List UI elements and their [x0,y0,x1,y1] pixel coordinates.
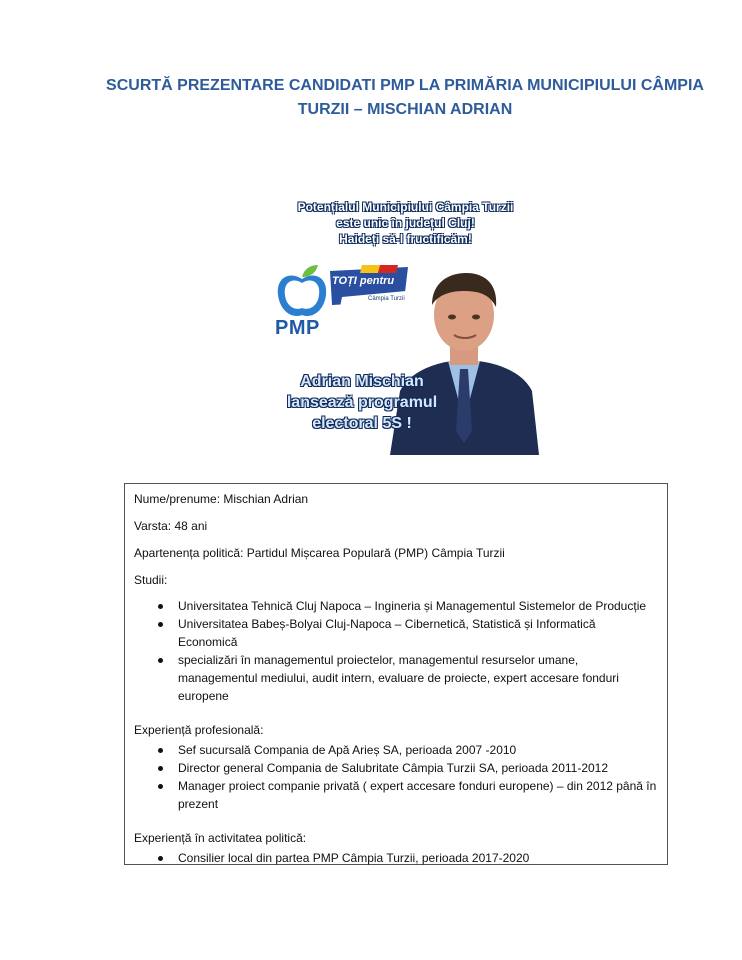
party-field: Apartenența politică: Partidul Mișcarea Populară (PMP) Câmpia Turzii [134,546,505,560]
experience-label: Experiență profesională: [134,723,264,737]
name-field: Nume/prenume: Mischian Adrian [134,492,309,506]
experience-list [134,741,658,813]
list-item: Consilier local din partea PMP Câmpia Turzii, perioada 2017-2020 [178,849,658,867]
campaign-logo-subtext: Câmpia Turzii [368,296,405,302]
title-line-1: SCURTĂ PREZENTARE CANDIDATI PMP LA PRIMĂRIA MUNICIPIULUI CÂMPIA [106,77,704,94]
poster-slogan [272,199,539,247]
list-item: Director general Compania de Salubritate Câmpia Turzii SA, perioada 2011-2012 [178,759,658,777]
headline-line-3: electoral 5S ! [312,415,412,432]
political-experience-list [134,849,658,867]
campaign-poster [272,195,539,455]
headline-line-1: Adrian Mischian [300,373,424,390]
list-item: specializări în managementul proiectelor, managementul resurselor umane, managementul mediului, audit intern, evaluare de proiecte, expert accesare fonduri europene [178,651,658,705]
slogan-line-2: este unic în județul Cluj! [336,216,475,230]
studies-list [134,597,658,705]
slogan-line-3: Haideți să-l fructificăm! [339,232,472,246]
political-experience-label: Experiență în activitatea politică: [134,831,307,845]
studies-label: Studii: [134,573,168,587]
slogan-line-1: Potențialul Municipiului Câmpia Turzii [297,200,514,214]
campaign-logo-text: TOȚI pentru [332,275,395,287]
pmp-logo-text: PMP [275,317,320,339]
list-item: Manager proiect companie privată ( expert accesare fonduri europene) – din 2012 până în prezent [178,779,657,811]
list-item: Universitatea Babeș-Bolyai Cluj-Napoca – Cibernetică, Statistică și Informatică Economică [178,615,658,651]
document-title [90,74,720,122]
headline-line-2: lansează programul [286,394,438,411]
candidate-info-box [124,483,668,865]
title-line-2: TURZII – MISCHIAN ADRIAN [297,101,513,118]
list-item: Universitatea Tehnică Cluj Napoca – Ingineria și Managementul Sistemelor de Producție [178,597,658,615]
age-field: Varsta: 48 ani [134,519,208,533]
list-item: Sef sucursală Compania de Apă Arieș SA, perioada 2007 -2010 [178,741,658,759]
poster-headline [272,371,452,434]
